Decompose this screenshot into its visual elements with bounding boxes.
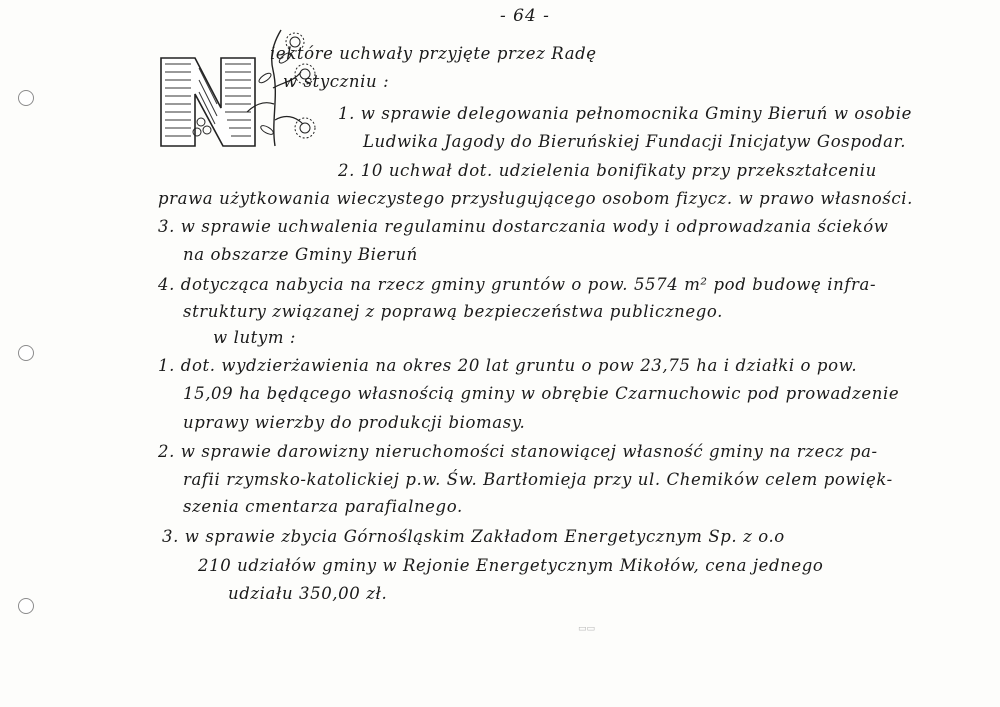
intro-line-2: w styczniu : <box>283 72 390 91</box>
january-item-1-line-1: 1. w sprawie delegowania pełnomocnika Gminy Bieruń w osobie <box>338 104 912 123</box>
january-item-3-line-2: na obszarze Gminy Bieruń <box>183 245 418 264</box>
february-item-3-line-2: 210 udziałów gminy w Rejonie Energetycznym Mikołów, cena jednego <box>198 556 824 575</box>
february-item-2-line-2: rafii rzymsko-katolickiej p.w. Św. Bartłomieja przy ul. Chemików celem powięk- <box>183 470 893 489</box>
january-item-4-line-1: 4. dotycząca nabycia na rzecz gminy gruntów o pow. 5574 m² pod budowę infra- <box>158 275 877 294</box>
february-heading: w lutym : <box>213 328 297 347</box>
january-item-4-line-2: struktury związanej z poprawą bezpieczeństwa publicznego. <box>183 302 723 321</box>
intro-line-1: iektóre uchwały przyjęte przez Radę <box>270 44 597 63</box>
february-item-3-line-3: udziału 350,00 zł. <box>228 584 388 603</box>
february-item-2-line-3: szenia cmentarza parafialnego. <box>183 497 463 516</box>
february-item-2-line-1: 2. w sprawie darowizny nieruchomości stanowiącej własność gminy na rzecz pa- <box>158 442 878 461</box>
january-item-2-line-1: 2. 10 uchwał dot. udzielenia bonifikaty przy przekształceniu <box>338 161 877 180</box>
january-item-2-line-2: prawa użytkowania wieczystego przysługującego osobom fizycz. w prawo własności. <box>158 189 913 208</box>
january-item-3-line-1: 3. w sprawie uchwalenia regulaminu dostarczania wody i odprowadzania ścieków <box>158 217 889 236</box>
binder-hole-bottom <box>18 598 34 614</box>
february-item-1-line-3: uprawy wierzby do produkcji biomasy. <box>183 413 526 432</box>
page-number: - 64 - <box>500 6 550 26</box>
binder-hole-middle <box>18 345 34 361</box>
february-item-1-line-1: 1. dot. wydzierżawienia na okres 20 lat gruntu o pow 23,75 ha i działki o pow. <box>158 356 858 375</box>
january-item-1-line-2: Ludwika Jagody do Bieruńskiej Fundacji Inicjatyw Gospodar. <box>363 132 907 151</box>
february-item-1-line-2: 15,09 ha będącego własnością gminy w obrębie Czarnuchowic pod prowadzenie <box>183 384 900 403</box>
binder-hole-top <box>18 90 34 106</box>
february-item-3-line-1: 3. w sprawie zbycia Górnośląskim Zakładom Energetycznym Sp. z o.o <box>162 527 785 546</box>
faint-stamp-mark: ▭▭ <box>578 624 596 634</box>
